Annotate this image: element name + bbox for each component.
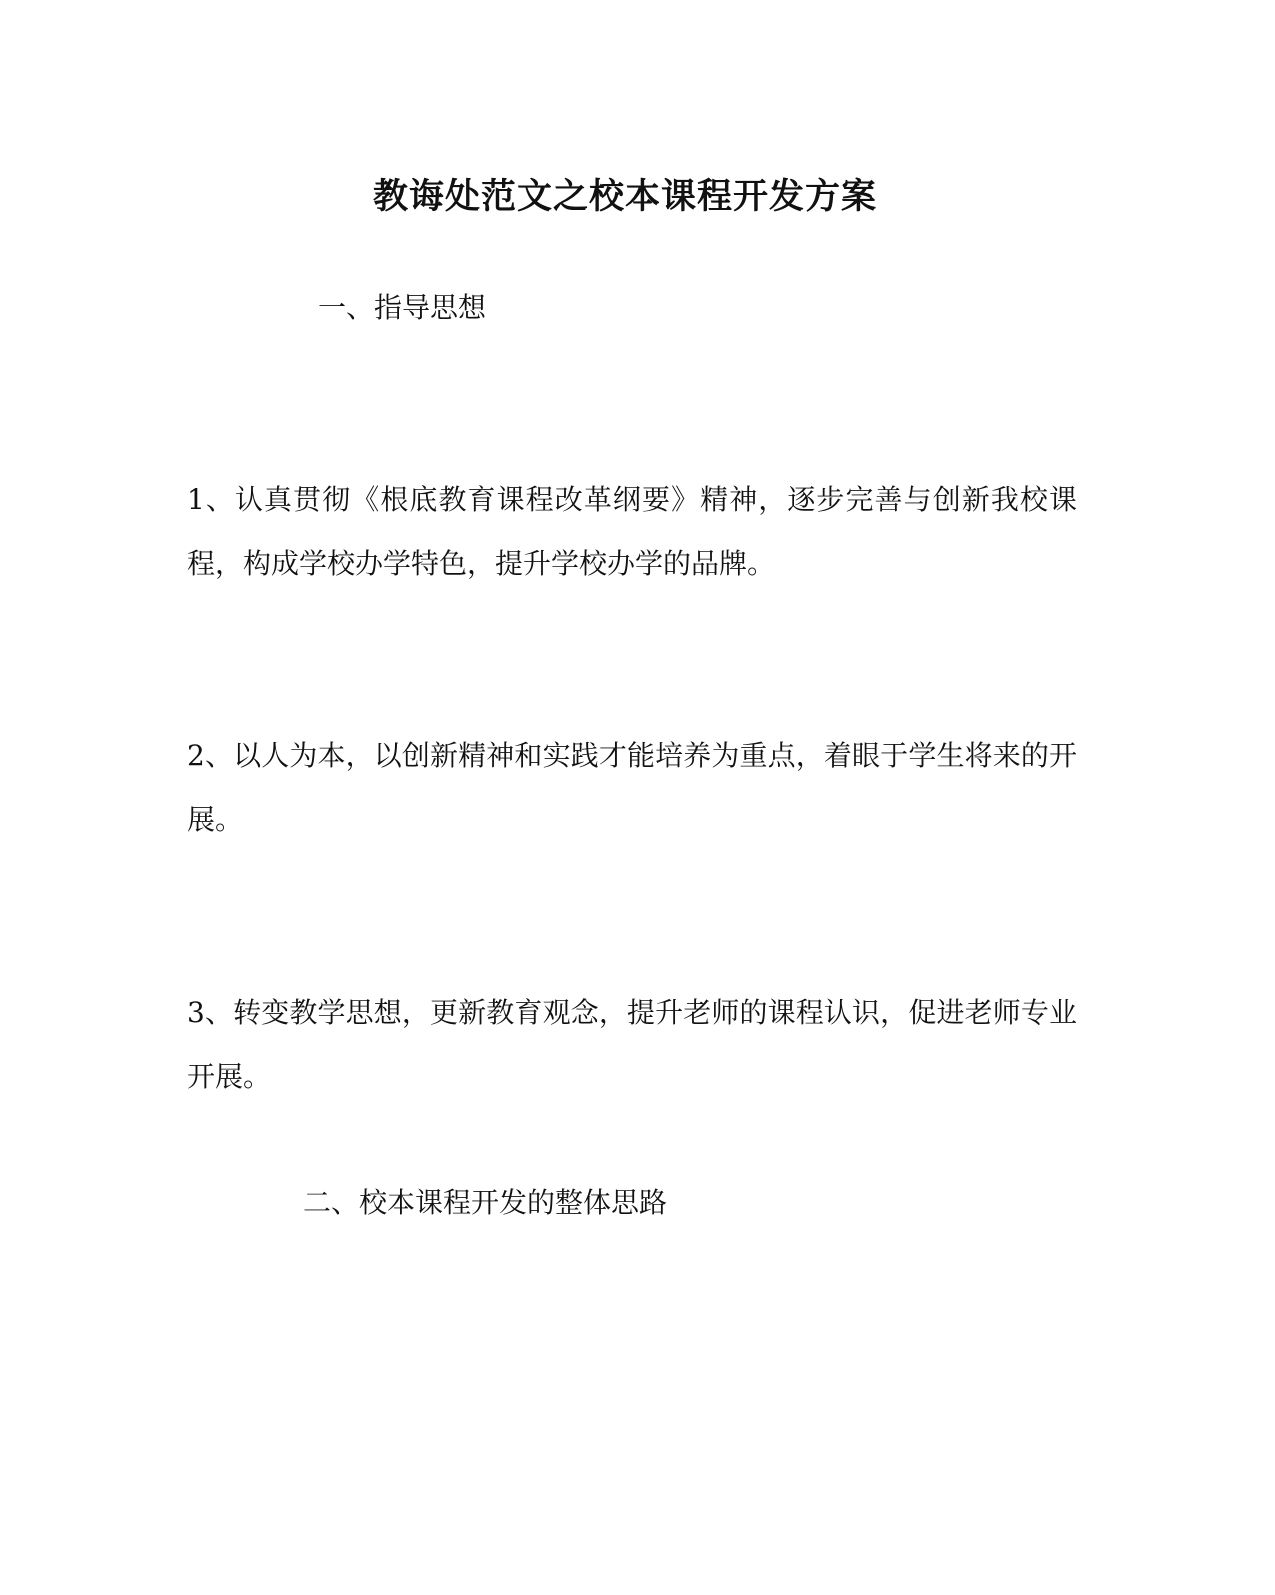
paragraph-3: 3、转变教学思想，更新教育观念，提升老师的课程认识，促进老师专业开展。: [187, 996, 1077, 1093]
document-title: 教诲处范文之校本课程开发方案: [372, 176, 877, 217]
section-heading-guiding-thought: 一、指导思想: [318, 291, 487, 324]
section-heading-overall-approach: 二、校本课程开发的整体思路: [303, 1186, 668, 1219]
paragraph-2: 2、以人为本，以创新精神和实践才能培养为重点，着眼于学生将来的开展。: [187, 739, 1077, 836]
paragraph-1: 1、认真贯彻《根底教育课程改革纲要》精神，逐步完善与创新我校课程，构成学校办学特色，提升学校办学的品牌。: [187, 483, 1077, 580]
